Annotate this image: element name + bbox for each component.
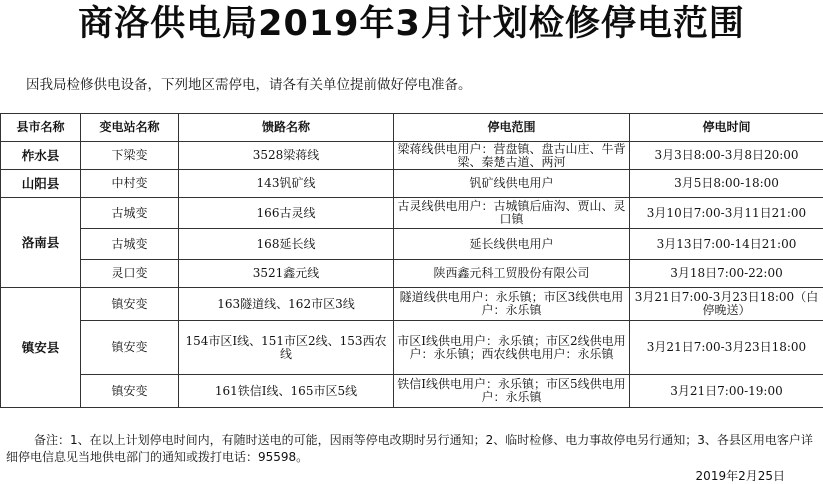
- table-row: [1, 375, 823, 408]
- station-cell: 古城变: [81, 229, 179, 260]
- scope-cell: 陕西鑫元科工贸股份有限公司: [394, 260, 630, 288]
- time-cell: 3月18日7:00-22:00: [630, 260, 823, 288]
- table-row: [1, 142, 823, 170]
- feeder-cell: 163隧道线、162市区3线: [179, 288, 394, 321]
- feeder-cell: 3521鑫元线: [179, 260, 394, 288]
- intro-text: 因我局检修供电设备，下列地区需停电，请各有关单位提前做好停电准备。: [26, 77, 472, 93]
- header-time: 停电时间: [630, 114, 823, 142]
- table-row: [1, 321, 823, 375]
- scope-cell: 古灵线供电用户：古城镇后庙沟、贾山、灵口镇: [394, 198, 630, 229]
- feeder-cell: 168延长线: [179, 229, 394, 260]
- county-cell: 洛南县: [1, 198, 81, 288]
- scope-cell: 铁信Ⅰ线供电用户：永乐镇；市区5线供电用户：永乐镇: [394, 375, 630, 408]
- county-cell: 镇安县: [1, 288, 81, 408]
- station-cell: 镇安变: [81, 321, 179, 375]
- feeder-cell: 3528梁蒋线: [179, 142, 394, 170]
- scope-cell: 钒矿线供电用户: [394, 170, 630, 198]
- outage-table: [0, 113, 823, 408]
- time-cell: 3月3日8:00-3月8日20:00: [630, 142, 823, 170]
- county-cell: 柞水县: [1, 142, 81, 170]
- station-cell: 镇安变: [81, 375, 179, 408]
- issue-date: 2019年2月25日: [695, 469, 785, 483]
- header-scope: 停电范围: [394, 114, 630, 142]
- footnote: 备注：1、在以上计划停电时间内，有随时送电的可能，因雨等停电改期时另行通知；2、临时检修、电力事故停电另行通知；3、各县区用电客户详细停电信息见当地供电部门的通知或拨打电话：95598。: [6, 433, 813, 464]
- table-row: [1, 260, 823, 288]
- header-county: 县市名称: [1, 114, 81, 142]
- header-feeder: 馈路名称: [179, 114, 394, 142]
- station-cell: 灵口变: [81, 260, 179, 288]
- time-cell: 3月13日7:00-14日21:00: [630, 229, 823, 260]
- feeder-cell: 161铁信Ⅰ线、165市区5线: [179, 375, 394, 408]
- station-cell: 下梁变: [81, 142, 179, 170]
- time-cell: 3月21日7:00-19:00: [630, 375, 823, 408]
- scope-cell: 梁蒋线供电用户：营盘镇、盘古山庄、牛背梁、秦楚古道、两河: [394, 142, 630, 170]
- scope-cell: 市区Ⅰ线供电用户：永乐镇；市区2线供电用户：永乐镇；西农线供电用户：永乐镇: [394, 321, 630, 375]
- scope-cell: 隧道线供电用户：永乐镇；市区3线供电用户：永乐镇: [394, 288, 630, 321]
- feeder-cell: 143钒矿线: [179, 170, 394, 198]
- table-header-row: [1, 114, 823, 142]
- time-cell: 3月10日7:00-3月11日21:00: [630, 198, 823, 229]
- table-row: [1, 288, 823, 321]
- county-cell: 山阳县: [1, 170, 81, 198]
- scope-cell: 延长线供电用户: [394, 229, 630, 260]
- table-row: [1, 170, 823, 198]
- time-cell: 3月21日7:00-3月23日18:00: [630, 321, 823, 375]
- feeder-cell: 166古灵线: [179, 198, 394, 229]
- station-cell: 古城变: [81, 198, 179, 229]
- table-row: [1, 198, 823, 229]
- time-cell: 3月5日8:00-18:00: [630, 170, 823, 198]
- station-cell: 镇安变: [81, 288, 179, 321]
- table-row: [1, 229, 823, 260]
- time-cell: 3月21日7:00-3月23日18:00（白停晚送）: [630, 288, 823, 321]
- page-title: 商洛供电局2019年3月计划检修停电范围: [78, 4, 745, 44]
- header-substation: 变电站名称: [81, 114, 179, 142]
- feeder-cell: 154市区Ⅰ线、151市区2线、153西农线: [179, 321, 394, 375]
- station-cell: 中村变: [81, 170, 179, 198]
